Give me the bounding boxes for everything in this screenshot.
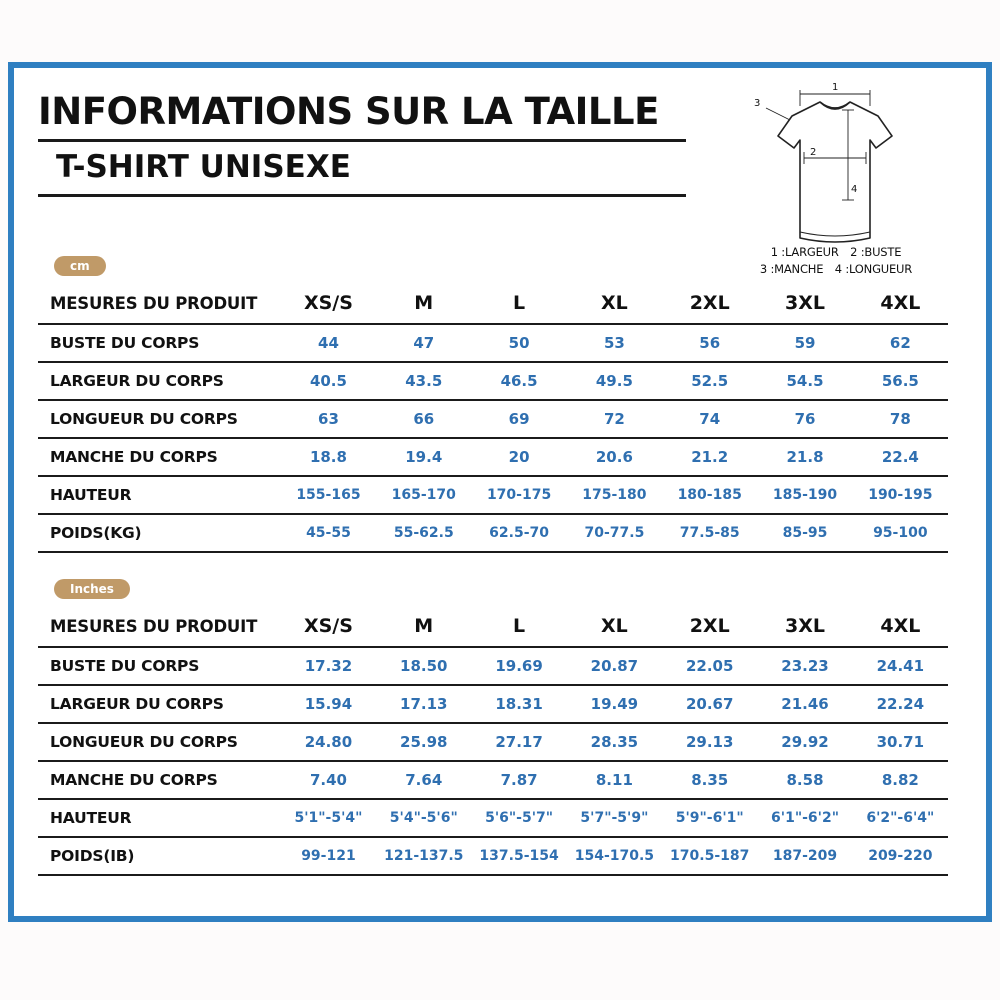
cell-value: 15.94 bbox=[281, 685, 376, 723]
cell-value: 5'7"-5'9" bbox=[567, 799, 662, 837]
cell-value: 22.4 bbox=[853, 438, 948, 476]
page-title: INFORMATIONS SUR LA TAILLE bbox=[38, 90, 659, 133]
cell-value: 21.2 bbox=[662, 438, 757, 476]
size-table-cm bbox=[38, 283, 948, 553]
cell-value: 23.23 bbox=[757, 647, 852, 685]
cell-value: 20.67 bbox=[662, 685, 757, 723]
unit-badge-inches: Inches bbox=[54, 579, 130, 599]
column-header-size: XS/S bbox=[281, 606, 376, 647]
cell-value: 85-95 bbox=[757, 514, 852, 552]
cell-value: 77.5-85 bbox=[662, 514, 757, 552]
cell-value: 6'2"-6'4" bbox=[853, 799, 948, 837]
cell-value: 47 bbox=[376, 324, 471, 362]
cell-value: 55-62.5 bbox=[376, 514, 471, 552]
title-divider-2 bbox=[38, 194, 686, 197]
column-header-size: L bbox=[471, 283, 566, 324]
row-label: LARGEUR DU CORPS bbox=[38, 685, 281, 723]
cell-value: 24.80 bbox=[281, 723, 376, 761]
cell-value: 19.69 bbox=[471, 647, 566, 685]
table-row bbox=[38, 647, 948, 685]
cell-value: 19.49 bbox=[567, 685, 662, 723]
row-label: HAUTEUR bbox=[38, 799, 281, 837]
cell-value: 78 bbox=[853, 400, 948, 438]
cell-value: 8.11 bbox=[567, 761, 662, 799]
cell-value: 155-165 bbox=[281, 476, 376, 514]
cell-value: 66 bbox=[376, 400, 471, 438]
table-row bbox=[38, 400, 948, 438]
cell-value: 69 bbox=[471, 400, 566, 438]
cell-value: 8.82 bbox=[853, 761, 948, 799]
cell-value: 22.05 bbox=[662, 647, 757, 685]
cell-value: 54.5 bbox=[757, 362, 852, 400]
column-header-measure: MESURES DU PRODUIT bbox=[38, 283, 281, 324]
cell-value: 45-55 bbox=[281, 514, 376, 552]
column-header-size: 2XL bbox=[662, 283, 757, 324]
row-label: MANCHE DU CORPS bbox=[38, 761, 281, 799]
cell-value: 28.35 bbox=[567, 723, 662, 761]
cell-value: 20 bbox=[471, 438, 566, 476]
cell-value: 70-77.5 bbox=[567, 514, 662, 552]
cell-value: 5'6"-5'7" bbox=[471, 799, 566, 837]
column-header-size: 4XL bbox=[853, 606, 948, 647]
table-row bbox=[38, 438, 948, 476]
column-header-size: L bbox=[471, 606, 566, 647]
row-label: BUSTE DU CORPS bbox=[38, 647, 281, 685]
legend-item-1: 1 :LARGEUR bbox=[770, 245, 839, 259]
cell-value: 40.5 bbox=[281, 362, 376, 400]
row-label: POIDS(KG) bbox=[38, 514, 281, 552]
cell-value: 95-100 bbox=[853, 514, 948, 552]
legend-item-4: 4 :LONGUEUR bbox=[834, 261, 913, 276]
cell-value: 209-220 bbox=[853, 837, 948, 875]
cell-value: 19.4 bbox=[376, 438, 471, 476]
cell-value: 24.41 bbox=[853, 647, 948, 685]
cell-value: 46.5 bbox=[471, 362, 566, 400]
cell-value: 5'9"-6'1" bbox=[662, 799, 757, 837]
cell-value: 20.6 bbox=[567, 438, 662, 476]
cell-value: 25.98 bbox=[376, 723, 471, 761]
cell-value: 21.46 bbox=[757, 685, 852, 723]
svg-text:3: 3 bbox=[754, 98, 761, 109]
cell-value: 18.31 bbox=[471, 685, 566, 723]
table-row bbox=[38, 685, 948, 723]
cell-value: 18.8 bbox=[281, 438, 376, 476]
cell-value: 18.50 bbox=[376, 647, 471, 685]
legend-item-3: 3 :MANCHE bbox=[759, 261, 824, 276]
title-divider-1 bbox=[38, 139, 686, 142]
cell-value: 154-170.5 bbox=[567, 837, 662, 875]
cell-value: 137.5-154 bbox=[471, 837, 566, 875]
frame-border-right bbox=[986, 62, 992, 922]
row-label: LONGUEUR DU CORPS bbox=[38, 400, 281, 438]
table-row bbox=[38, 837, 948, 875]
cell-value: 7.64 bbox=[376, 761, 471, 799]
cell-value: 8.35 bbox=[662, 761, 757, 799]
cell-value: 7.87 bbox=[471, 761, 566, 799]
cell-value: 5'4"-5'6" bbox=[376, 799, 471, 837]
cell-value: 99-121 bbox=[281, 837, 376, 875]
unit-badge-cm: cm bbox=[54, 256, 106, 276]
chart-content bbox=[14, 68, 986, 916]
table-row bbox=[38, 476, 948, 514]
cell-value: 165-170 bbox=[376, 476, 471, 514]
cell-value: 17.32 bbox=[281, 647, 376, 685]
cell-value: 63 bbox=[281, 400, 376, 438]
svg-text:1: 1 bbox=[832, 82, 839, 93]
cell-value: 8.58 bbox=[757, 761, 852, 799]
svg-text:2: 2 bbox=[810, 147, 817, 158]
cell-value: 43.5 bbox=[376, 362, 471, 400]
cell-value: 22.24 bbox=[853, 685, 948, 723]
cell-value: 185-190 bbox=[757, 476, 852, 514]
row-label: MANCHE DU CORPS bbox=[38, 438, 281, 476]
cell-value: 170-175 bbox=[471, 476, 566, 514]
cell-value: 74 bbox=[662, 400, 757, 438]
cell-value: 76 bbox=[757, 400, 852, 438]
row-label: LONGUEUR DU CORPS bbox=[38, 723, 281, 761]
row-label: LARGEUR DU CORPS bbox=[38, 362, 281, 400]
cell-value: 44 bbox=[281, 324, 376, 362]
row-label: HAUTEUR bbox=[38, 476, 281, 514]
cell-value: 27.17 bbox=[471, 723, 566, 761]
column-header-size: XL bbox=[567, 283, 662, 324]
cell-value: 5'1"-5'4" bbox=[281, 799, 376, 837]
cell-value: 52.5 bbox=[662, 362, 757, 400]
cell-value: 17.13 bbox=[376, 685, 471, 723]
cell-value: 121-137.5 bbox=[376, 837, 471, 875]
tshirt-diagram bbox=[720, 80, 950, 270]
column-header-measure: MESURES DU PRODUIT bbox=[38, 606, 281, 647]
page-subtitle: T-SHIRT UNISEXE bbox=[56, 149, 351, 185]
table-row bbox=[38, 761, 948, 799]
legend-item-2: 2 :BUSTE bbox=[850, 245, 902, 259]
table-row bbox=[38, 514, 948, 552]
cell-value: 62 bbox=[853, 324, 948, 362]
table-row bbox=[38, 362, 948, 400]
cell-value: 190-195 bbox=[853, 476, 948, 514]
column-header-size: XS/S bbox=[281, 283, 376, 324]
cell-value: 30.71 bbox=[853, 723, 948, 761]
column-header-size: XL bbox=[567, 606, 662, 647]
column-header-size: 3XL bbox=[757, 283, 852, 324]
cell-value: 21.8 bbox=[757, 438, 852, 476]
cell-value: 49.5 bbox=[567, 362, 662, 400]
column-header-size: 4XL bbox=[853, 283, 948, 324]
diagram-legend bbox=[716, 244, 956, 277]
table-row bbox=[38, 324, 948, 362]
title-block bbox=[38, 90, 688, 197]
table-row bbox=[38, 799, 948, 837]
svg-text:4: 4 bbox=[851, 184, 858, 195]
cell-value: 56.5 bbox=[853, 362, 948, 400]
cell-value: 175-180 bbox=[567, 476, 662, 514]
cell-value: 56 bbox=[662, 324, 757, 362]
cell-value: 59 bbox=[757, 324, 852, 362]
cell-value: 72 bbox=[567, 400, 662, 438]
cell-value: 62.5-70 bbox=[471, 514, 566, 552]
cell-value: 180-185 bbox=[662, 476, 757, 514]
row-label: BUSTE DU CORPS bbox=[38, 324, 281, 362]
row-label: POIDS(IB) bbox=[38, 837, 281, 875]
table-row bbox=[38, 723, 948, 761]
cell-value: 170.5-187 bbox=[662, 837, 757, 875]
cell-value: 6'1"-6'2" bbox=[757, 799, 852, 837]
column-header-size: 2XL bbox=[662, 606, 757, 647]
cell-value: 50 bbox=[471, 324, 566, 362]
column-header-size: M bbox=[376, 283, 471, 324]
cell-value: 29.92 bbox=[757, 723, 852, 761]
column-header-size: M bbox=[376, 606, 471, 647]
size-table-inches bbox=[38, 606, 948, 876]
cell-value: 29.13 bbox=[662, 723, 757, 761]
tshirt-illustration-svg bbox=[720, 80, 950, 270]
cell-value: 7.40 bbox=[281, 761, 376, 799]
table-header-row bbox=[38, 283, 948, 324]
cell-value: 20.87 bbox=[567, 647, 662, 685]
cell-value: 53 bbox=[567, 324, 662, 362]
cell-value: 187-209 bbox=[757, 837, 852, 875]
table-header-row bbox=[38, 606, 948, 647]
frame-border-bottom bbox=[8, 916, 992, 922]
column-header-size: 3XL bbox=[757, 606, 852, 647]
